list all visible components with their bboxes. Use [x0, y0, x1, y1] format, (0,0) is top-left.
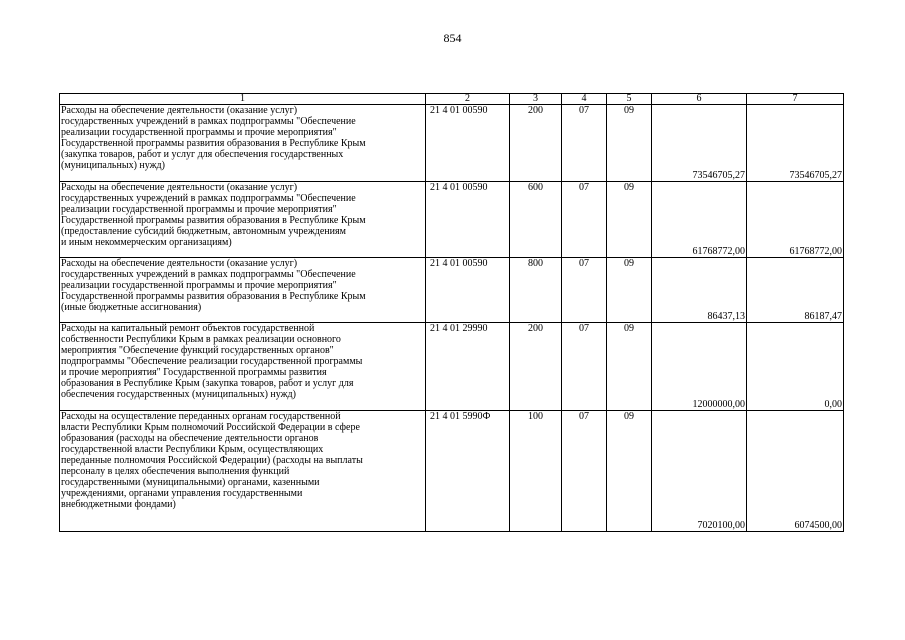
row-target-code: 21 4 01 00590: [426, 182, 510, 258]
page-number: 854: [443, 31, 462, 45]
table-row: [60, 182, 844, 258]
row-target-code: 21 4 01 00590: [426, 258, 510, 323]
row-subsection: 09: [607, 258, 652, 323]
row-amount-2: 73546705,27: [747, 105, 844, 182]
row-amount-1: 86437,13: [652, 258, 747, 323]
row-amount-2: 61768772,00: [747, 182, 844, 258]
row-section: 07: [562, 323, 607, 411]
column-header: 7: [747, 94, 844, 105]
row-section: 07: [562, 258, 607, 323]
row-description: Расходы на обеспечение деятельности (оказание услуг) государственных учреждений в рамках подпрограммы "Обеспечение реализации государственной программы и прочие мероприятия" Государственной программы развития образования в Республике Крым (закупка товаров, работ и услуг для обеспечения государственных (муниципальных) нужд): [60, 105, 426, 182]
row-amount-1: 7020100,00: [652, 411, 747, 532]
row-expense-type: 100: [510, 411, 562, 532]
row-expense-type: 200: [510, 105, 562, 182]
row-subsection: 09: [607, 323, 652, 411]
table-row: [60, 323, 844, 411]
column-header: 2: [426, 94, 510, 105]
column-header: 5: [607, 94, 652, 105]
row-target-code: 21 4 01 29990: [426, 323, 510, 411]
row-amount-2: 86187,47: [747, 258, 844, 323]
table-row: [60, 258, 844, 323]
row-amount-1: 12000000,00: [652, 323, 747, 411]
row-amount-2: 0,00: [747, 323, 844, 411]
row-section: 07: [562, 411, 607, 532]
row-amount-1: 73546705,27: [652, 105, 747, 182]
row-target-code: 21 4 01 00590: [426, 105, 510, 182]
row-section: 07: [562, 105, 607, 182]
row-expense-type: 800: [510, 258, 562, 323]
row-description: Расходы на осуществление переданных органам государственной власти Республики Крым полномочий Российской Федерации в сфере образования (расходы на обеспечение деятельности органов государственной власти Республики Крым, осуществляющих переданные полномочия Российской Федерации) (расходы на выплаты персоналу в целях обеспечения выполнения функций государственными (муниципальными) органами, казенными учреждениями, органами управления государственными внебюджетными фондами): [60, 411, 426, 532]
row-amount-2: 6074500,00: [747, 411, 844, 532]
table-row: [60, 411, 844, 532]
row-section: 07: [562, 182, 607, 258]
row-amount-1: 61768772,00: [652, 182, 747, 258]
budget-table: [59, 93, 844, 532]
column-header: 6: [652, 94, 747, 105]
table-row: [60, 105, 844, 182]
column-header: 1: [60, 94, 426, 105]
column-header: 3: [510, 94, 562, 105]
row-subsection: 09: [607, 411, 652, 532]
row-target-code: 21 4 01 5990Ф: [426, 411, 510, 532]
row-description: Расходы на обеспечение деятельности (оказание услуг) государственных учреждений в рамках подпрограммы "Обеспечение реализации государственной программы и прочие мероприятия" Государственной программы развития образования в Республике Крым (предоставление субсидий бюджетным, автономным учреждениям и иным некоммерческим организациям): [60, 182, 426, 258]
row-description: Расходы на капитальный ремонт объектов государственной собственности Республики Крым в рамках реализации основного мероприятия "Обеспечение функций государственных органов" подпрограммы "Обеспечение реализации государственной программы и прочие мероприятия" Государственной программы развития образования в Республике Крым (закупка товаров, работ и услуг для обеспечения государственных (муниципальных) нужд): [60, 323, 426, 411]
row-subsection: 09: [607, 182, 652, 258]
row-subsection: 09: [607, 105, 652, 182]
row-expense-type: 600: [510, 182, 562, 258]
row-description: Расходы на обеспечение деятельности (оказание услуг) государственных учреждений в рамках подпрограммы "Обеспечение реализации государственной программы и прочие мероприятия" Государственной программы развития образования в Республике Крым (иные бюджетные ассигнования): [60, 258, 426, 323]
column-header: 4: [562, 94, 607, 105]
row-expense-type: 200: [510, 323, 562, 411]
table-header-row: [60, 94, 844, 105]
